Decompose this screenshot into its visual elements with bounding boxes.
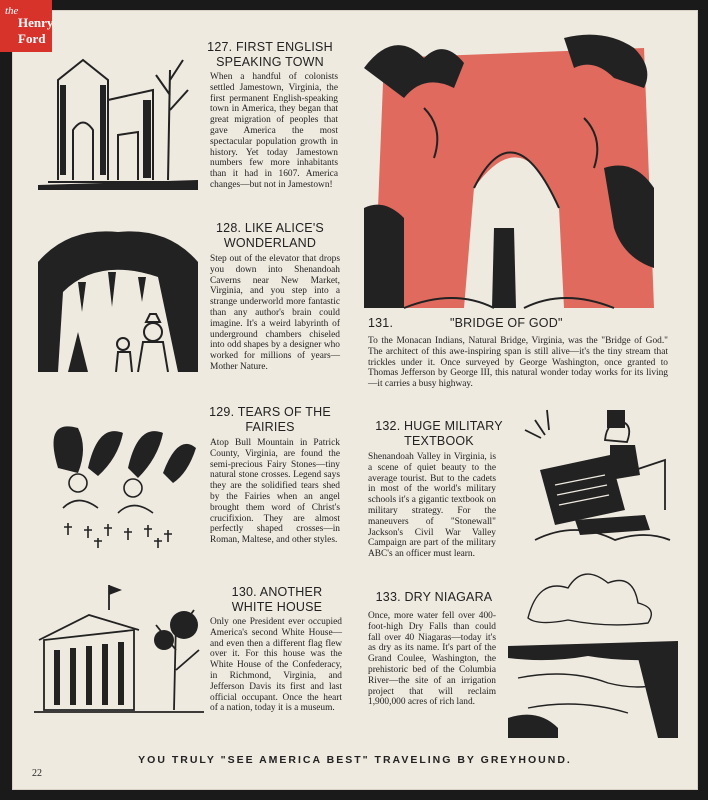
entry-129-title-line2: FAIRIES	[245, 420, 295, 434]
entry-132-body: Shenandoah Valley in Virginia, is a scene of quiet beauty to the average tourist. But to the cadets in most of the world's military schools it's a gigantic textbook on military strategy. For the maneuvers of "Stonewall" Jackson's Civil War Valley Campaign are part of the military ABC's an officer must learn.	[368, 452, 496, 560]
cadet-reading-illustration	[515, 400, 675, 550]
entry-127-title	[200, 40, 340, 70]
jamestown-ruins-illustration	[38, 40, 198, 190]
natural-bridge-illustration	[364, 28, 664, 318]
footer-slogan: YOU TRULY "SEE AMERICA BEST" TRAVELING BY GREYHOUND.	[138, 754, 572, 766]
entry-129-title-line1: 129. TEARS OF THE	[209, 405, 331, 419]
entry-129-body: Atop Bull Mountain in Patrick County, Virginia, are found the semi-precious Fairy Stones—tiny natural stone crosses. Legend says they are the solidified tears shed by the Fairies when an angel brought them word of Christ's crucifixion. They are almost perfectly shaped crosses—in Roman, Maltese, and other styles.	[210, 438, 340, 546]
entry-131-body: To the Monacan Indians, Natural Bridge, Virginia, was the "Bridge of God." The architect of this awe-inspiring span is still alive—it's the tiny stream that trickles under it. Once surveyed by George Washington, once granted to Thomas Jefferson by George III, this natural wonder today works for its living—it carries a busy highway.	[368, 336, 668, 390]
entry-127-title-line1: 127. FIRST ENGLISH	[207, 40, 333, 54]
entry-128-title	[200, 221, 340, 251]
logo-the: the	[5, 5, 19, 17]
entry-128-title-line2: WONDERLAND	[223, 236, 317, 250]
entry-131-number: 131.	[368, 316, 394, 330]
entry-130-title-line1: 130. ANOTHER	[231, 585, 323, 599]
entry-133-body: Once, more water fell over 400-foot-high Dry Falls than could fall over 40 Niagaras—today it's as dry as its name. It's part of the Grand Coulee, Washington, the prehistoric bed of the Columbia River—the site of an irrigation project that will reclaim 1,900,000 acres of rich land.	[368, 611, 496, 708]
white-house-confederacy-illustration	[34, 570, 204, 720]
entry-133-title	[364, 590, 504, 605]
entry-131-title-text: "BRIDGE OF GOD"	[450, 316, 563, 330]
entry-133-title-line1: 133. DRY NIAGARA	[375, 590, 493, 604]
entry-132-title-line2: TEXTBOOK	[404, 434, 474, 448]
entry-132-title-line1: 132. HUGE MILITARY	[375, 419, 503, 433]
logo-ford: Ford	[18, 31, 46, 46]
logo-henry: Henry	[18, 15, 54, 30]
entry-127-body: When a handful of colonists settled Jamestown, Virginia, the first permanent English-speaking town in America, they began that great migration of peoples that gave America the most spectacular population growth in history. Yet today Jamestown numbers few more inhabitants than it had in 1607. America changes—but not in Jamestown!	[210, 72, 338, 190]
entry-128-body: Step out of the elevator that drops you down into Shenandoah Caverns near New Market, Virginia, and you step into a strange underworld more fantastic than any author's brain could imagine. It's a weird labyrinth of underground chambers chiseled into odd shapes by a designer who worked for millions of years—Mother Nature.	[210, 254, 340, 372]
entry-130-title-line2: WHITE HOUSE	[231, 600, 323, 614]
entry-130-body: Only one President ever occupied America's second White House—and even then a different flag flew over it. For this house was the White House of the Confederacy, in Richmond, Virginia, and Jefferson Davis its first and last official occupant. Once the heart of a nation, today it is a museum.	[210, 617, 342, 714]
entry-127-title-line2: SPEAKING TOWN	[216, 55, 324, 69]
entry-128-title-line1: 128. LIKE ALICE'S	[216, 221, 324, 235]
henry-ford-logo	[0, 0, 52, 52]
fairies-illustration	[38, 398, 198, 548]
page-number: 22	[32, 768, 42, 779]
cavern-illustration	[38, 222, 198, 372]
entry-129-title	[200, 405, 340, 435]
dry-falls-illustration	[508, 558, 678, 738]
entry-131-title	[368, 316, 668, 331]
entry-132-title	[364, 419, 514, 449]
magazine-page	[12, 10, 698, 790]
entry-130-title	[212, 585, 342, 615]
